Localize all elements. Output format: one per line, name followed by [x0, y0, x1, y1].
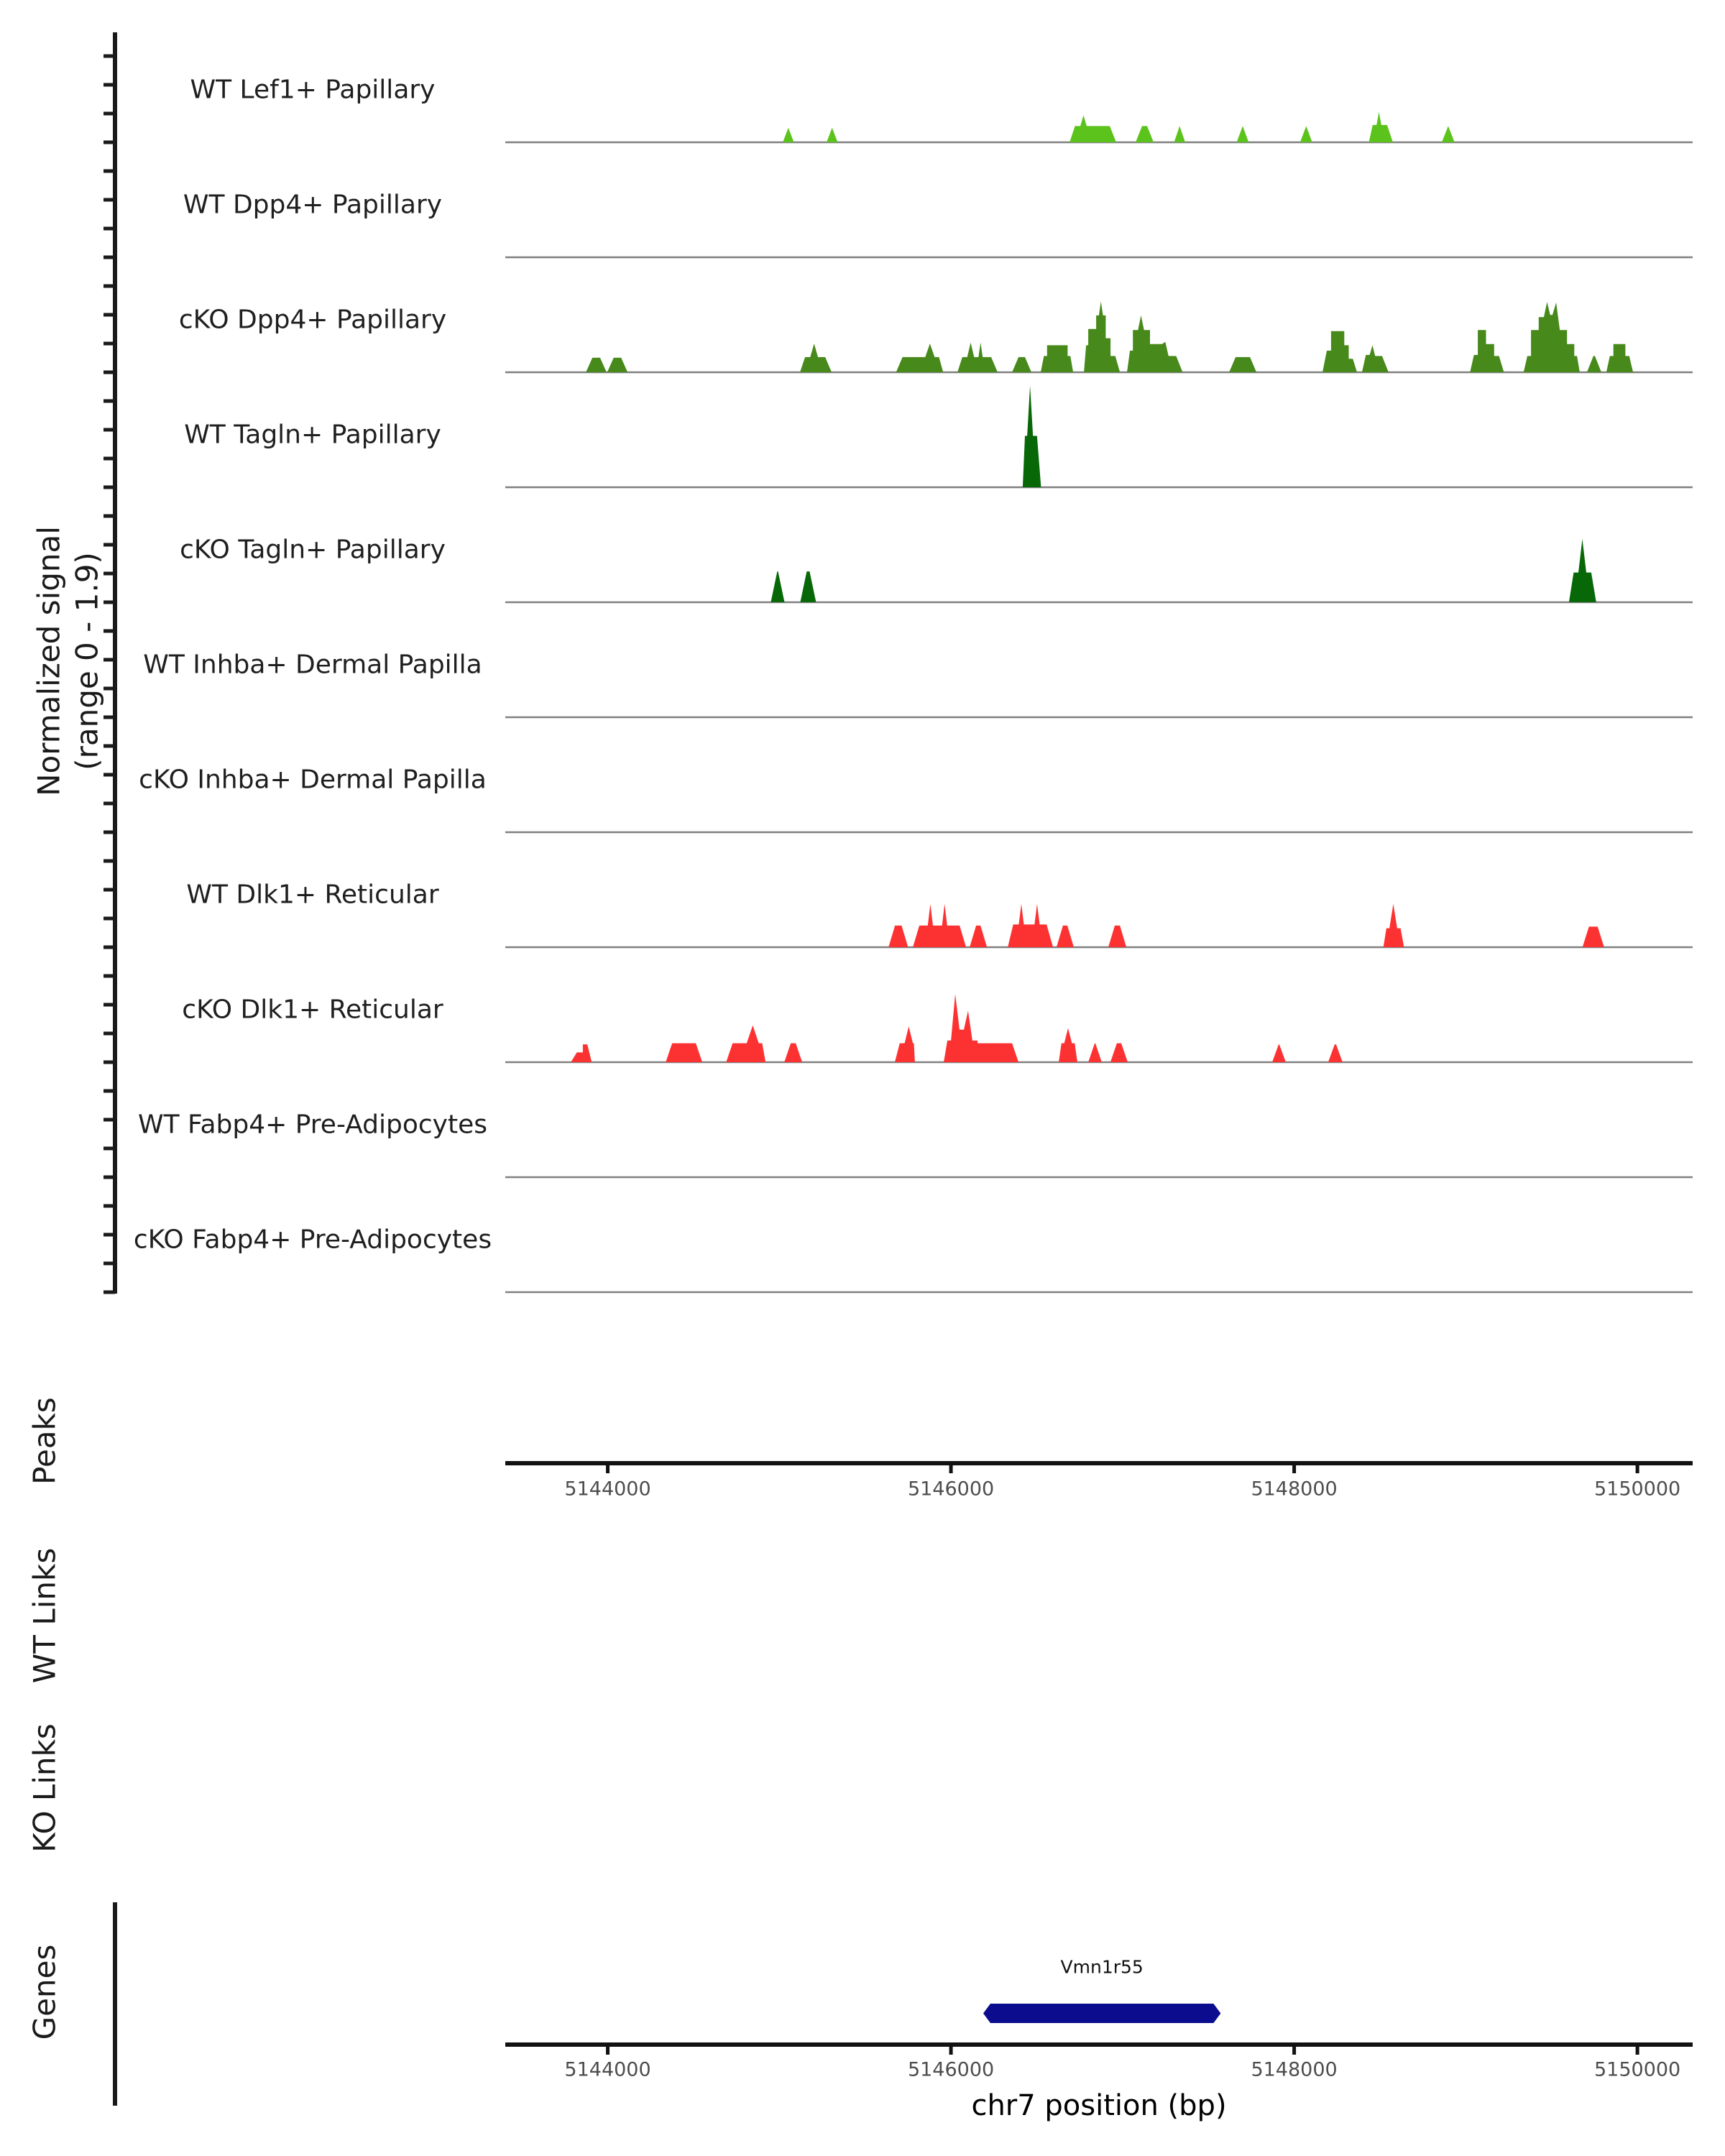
x-axis-tick-label: 5144000 — [564, 1478, 651, 1501]
signal-peak-shape — [888, 926, 908, 947]
signal-peak-shape — [1362, 345, 1389, 372]
track-label: cKO Tagln+ Papillary — [180, 535, 446, 565]
x-axis-tick-label: 5150000 — [1593, 2058, 1681, 2081]
track-label: WT Dpp4+ Papillary — [183, 190, 443, 220]
track-label: WT Dlk1+ Reticular — [186, 880, 439, 910]
signal-peak-shape — [957, 343, 998, 372]
track-label: WT Lef1+ Papillary — [190, 75, 436, 105]
signal-peak-shape — [895, 1026, 915, 1062]
signal-peak-shape — [1606, 344, 1633, 372]
signal-peak-shape — [1524, 302, 1580, 372]
signal-peak-shape — [1110, 1044, 1128, 1062]
signal-peak-shape — [1174, 126, 1186, 142]
x-axis-title: chr7 position (bp) — [971, 2089, 1227, 2122]
section-label-ko-links: KO Links — [27, 1723, 63, 1853]
signal-peak-shape — [1442, 126, 1455, 142]
section-label-peaks: Peaks — [27, 1397, 63, 1485]
section-label-wt-links: WT Links — [27, 1547, 63, 1684]
signal-peak-shape — [1012, 357, 1031, 372]
x-axis-tick-label: 5144000 — [564, 2058, 651, 2081]
signal-peak-shape — [1328, 1044, 1343, 1062]
x-axis-tick-label: 5148000 — [1251, 1478, 1338, 1501]
y-axis-label-line1: Normalized signal — [31, 526, 67, 796]
signal-peak-shape — [1023, 385, 1041, 487]
signal-peak-shape — [770, 571, 784, 602]
signal-peak-shape — [607, 358, 627, 372]
track-label: cKO Dlk1+ Reticular — [182, 995, 443, 1025]
signal-peak-shape — [1569, 539, 1596, 602]
section-label-genes: Genes — [27, 1944, 63, 2040]
signal-peak-shape — [800, 571, 816, 602]
signal-peak-shape — [1322, 331, 1357, 372]
y-axis-label — [31, 526, 106, 796]
track-label: WT Inhba+ Dermal Papilla — [143, 650, 482, 680]
track-label: WT Fabp4+ Pre-Adipocytes — [138, 1110, 487, 1140]
signal-peak-shape — [1108, 926, 1126, 947]
signal-peak-shape — [1300, 126, 1312, 142]
signal-peak-shape — [1470, 330, 1504, 372]
signal-peak-shape — [1272, 1044, 1286, 1062]
signal-peak-shape — [666, 1044, 702, 1062]
signal-peak-shape — [827, 128, 838, 142]
signal-peak-shape — [1070, 115, 1116, 142]
y-axis-label-line2: (range 0 - 1.9) — [69, 552, 104, 770]
x-axis-tick-label: 5148000 — [1251, 2058, 1338, 2081]
signal-peak-shape — [800, 344, 832, 372]
signal-peak-shape — [1088, 1044, 1102, 1062]
signal-peak-shape — [1369, 112, 1393, 142]
signal-peak-shape — [1057, 926, 1074, 947]
signal-peak-shape — [1583, 926, 1604, 947]
signal-peak-shape — [1237, 126, 1249, 142]
signal-peak-shape — [970, 926, 987, 947]
signal-peak-shape — [1229, 357, 1256, 372]
signal-peak-shape — [913, 904, 966, 947]
signal-peak-shape — [1136, 126, 1154, 142]
signal-peak-shape — [1587, 356, 1601, 372]
gene-body-bar — [983, 2004, 1220, 2023]
x-axis-tick-label: 5150000 — [1593, 1478, 1681, 1501]
track-label: cKO Inhba+ Dermal Papilla — [139, 765, 487, 795]
signal-peak-shape — [783, 128, 794, 142]
signal-peak-shape — [1008, 904, 1053, 947]
signal-peak-shape — [896, 344, 944, 372]
signal-peak-shape — [571, 1044, 592, 1062]
x-axis-tick-label: 5146000 — [907, 2058, 995, 2081]
signal-peak-shape — [1384, 904, 1404, 947]
signal-peak-shape — [726, 1026, 765, 1062]
signal-peak-shape — [784, 1044, 802, 1062]
track-label: WT Tagln+ Papillary — [184, 420, 441, 450]
gene-name-label: Vmn1r55 — [1060, 1956, 1144, 1978]
track-label: cKO Fabp4+ Pre-Adipocytes — [133, 1225, 492, 1255]
signal-peak-shape — [1127, 315, 1182, 372]
signal-peak-shape — [586, 358, 607, 372]
signal-peak-shape — [1059, 1028, 1077, 1062]
signal-peak-shape — [1084, 301, 1120, 372]
signal-peak-shape — [1041, 345, 1073, 372]
x-axis-tick-label: 5146000 — [907, 1478, 995, 1501]
track-label: cKO Dpp4+ Papillary — [178, 305, 447, 335]
signal-peak-shape — [944, 994, 1018, 1062]
